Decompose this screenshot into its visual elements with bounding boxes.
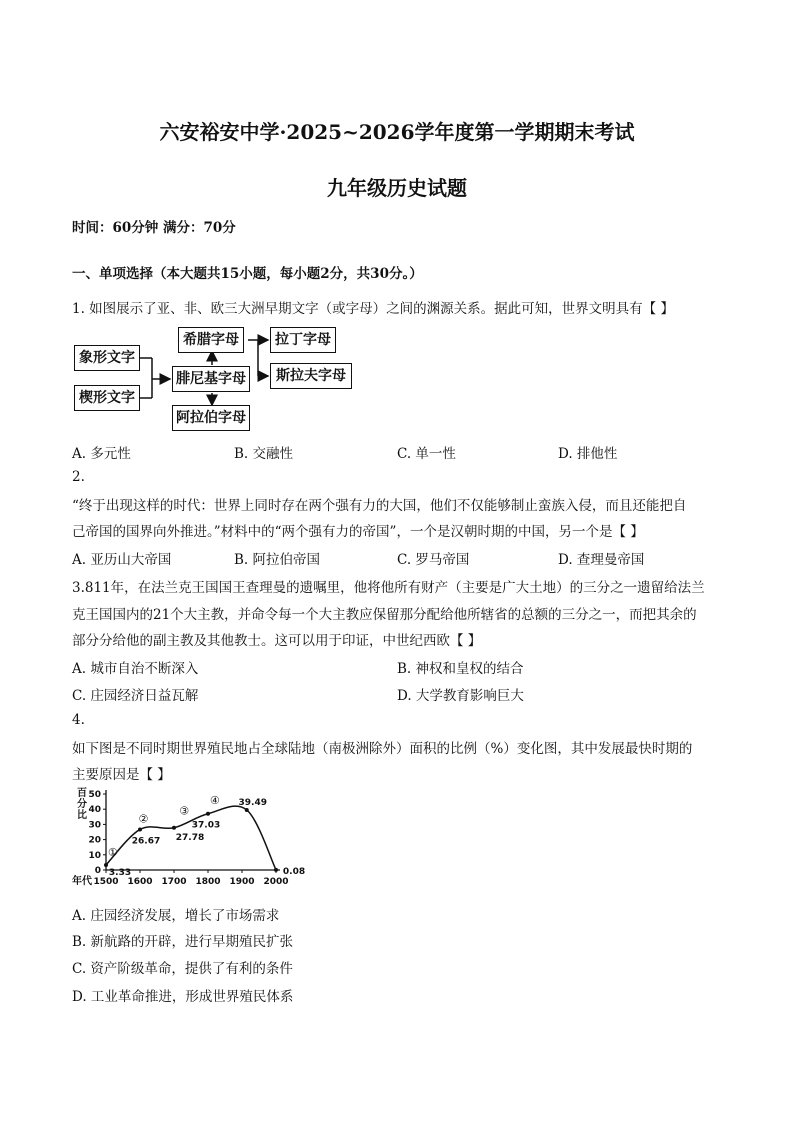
chart-x-tick-label: 1900 [229, 877, 255, 887]
chart-data-point [274, 868, 278, 872]
q2-line-1: “终于出现这样的时代：世界上同时存在两个强有力的大国，他们不仅能够制止蛮族入侵，而且还能把自 [72, 498, 687, 514]
q1-option-d: D. 排他性 [558, 446, 618, 462]
chart-x-tick-label: 1600 [127, 877, 153, 887]
box-cuneiform: 楔形文字 [74, 385, 140, 411]
chart-y-tick-label: 10 [88, 850, 101, 861]
chart-period-marker: ② [138, 812, 149, 826]
chart-y-tick-label: 50 [88, 790, 101, 800]
chart-y-tick-label: 20 [88, 835, 101, 846]
chart-period-marker: ③ [179, 804, 190, 818]
q3-option-b: B. 神权和皇权的结合 [397, 661, 524, 677]
chart-data-point [104, 863, 108, 867]
q3-line-2: 克王国国内的21个大主教，并命令每一个大主教应保留那分配给他所辖省的总额的三分之一，而把其余的 [72, 607, 697, 623]
chart-y-tick-label: 0 [94, 866, 101, 876]
chart-data-label: 27.78 [175, 832, 205, 843]
chart-data-point [245, 808, 249, 812]
q2-option-a: A. 亚历山大帝国 [72, 552, 172, 568]
chart-data-label: 37.03 [191, 820, 221, 831]
chart-period-marker: ④ [209, 794, 220, 808]
chart-y-label-char: 分 [77, 799, 87, 810]
chart-x-tick-label: 1700 [161, 877, 187, 887]
chart-data-label: 26.67 [131, 836, 161, 847]
q4-option-b: B. 新航路的开辟，进行早期殖民扩张 [72, 934, 294, 950]
chart-data-point [172, 826, 176, 830]
chart-data-label: 0.08 [282, 866, 306, 877]
q1-diagram [72, 325, 372, 435]
q2-option-c: C. 罗马帝国 [397, 552, 470, 568]
chart-data-point [206, 812, 210, 816]
chart-y-label-char: 比 [77, 810, 87, 821]
section-heading: 一、单项选择（本大题共15小题，每小题2分，共30分。） [72, 266, 423, 282]
box-arabic: 阿拉伯字母 [172, 405, 250, 431]
chart-data-label: 39.49 [238, 797, 267, 808]
q4-option-d: D. 工业革命推进，形成世界殖民体系 [72, 989, 294, 1005]
box-hieroglyph: 象形文字 [74, 345, 140, 371]
q4-number: 4. [72, 712, 85, 728]
page-subtitle: 九年级历史试题 [327, 176, 467, 200]
chart-y-tick-label: 40 [88, 805, 101, 816]
chart-x-tick-label: 1800 [195, 877, 221, 887]
q1-option-c: C. 单一性 [397, 446, 456, 462]
q4-colony-chart [70, 786, 306, 894]
chart-x-tick-label: 1500 [93, 877, 119, 887]
q2-number: 2. [72, 469, 85, 485]
q4-option-c: C. 资产阶级革命，提供了有利的条件 [72, 961, 293, 977]
box-phoenician: 腓尼基字母 [172, 366, 250, 392]
q2-option-b: B. 阿拉伯帝国 [234, 552, 321, 568]
box-greek: 希腊字母 [178, 327, 244, 353]
q2-line-2: 己帝国的国界向外推进。”材料中的“两个强有力的帝国”，一个是汉朝时期的中国，另一个是【 】 [72, 524, 644, 540]
box-latin: 拉丁字母 [270, 327, 336, 353]
page-title: 六安裕安中学·2025~2026学年度第一学期期末考试 [159, 120, 635, 144]
chart-y-tick-label: 30 [88, 820, 101, 831]
chart-data-point [138, 827, 142, 831]
q1-option-a: A. 多元性 [72, 446, 131, 462]
q2-option-d: D. 查理曼帝国 [558, 552, 645, 568]
chart-x-label: 年代 [72, 876, 92, 887]
q3-line-1: 3.811年，在法兰克王国国王查理曼的遗嘱里，他将他所有财产（主要是广大土地）的三分之一遗留给法兰 [72, 580, 705, 596]
q3-line-3: 部分分给他的副主教及其他教士。这可以用于印证，中世纪西欧【 】 [72, 633, 482, 649]
chart-x-tick-label: 2000 [263, 877, 289, 887]
q3-option-a: A. 城市自治不断深入 [72, 661, 199, 677]
q4-option-a: A. 庄园经济发展，增长了市场需求 [72, 908, 280, 924]
chart-data-label: 3.33 [108, 867, 132, 878]
chart-y-label-char: 百 [77, 788, 87, 799]
q1-stem: 1. 如图展示了亚、非、欧三大洲早期文字（或字母）之间的渊源关系。据此可知，世界文明具有【 】 [72, 301, 674, 317]
q3-option-c: C. 庄园经济日益瓦解 [72, 688, 199, 704]
box-slavic: 斯拉夫字母 [270, 363, 352, 389]
exam-info: 时间：60分钟 满分：70分 [72, 220, 236, 236]
q3-option-d: D. 大学教育影响巨大 [397, 688, 524, 704]
chart-period-marker: ① [107, 845, 118, 859]
q4-line-2: 主要原因是【 】 [72, 767, 171, 783]
q4-line-1: 如下图是不同时期世界殖民地占全球陆地（南极洲除外）面积的比例（%）变化图，其中发展最快时期的 [72, 741, 693, 757]
q1-option-b: B. 交融性 [234, 446, 294, 462]
